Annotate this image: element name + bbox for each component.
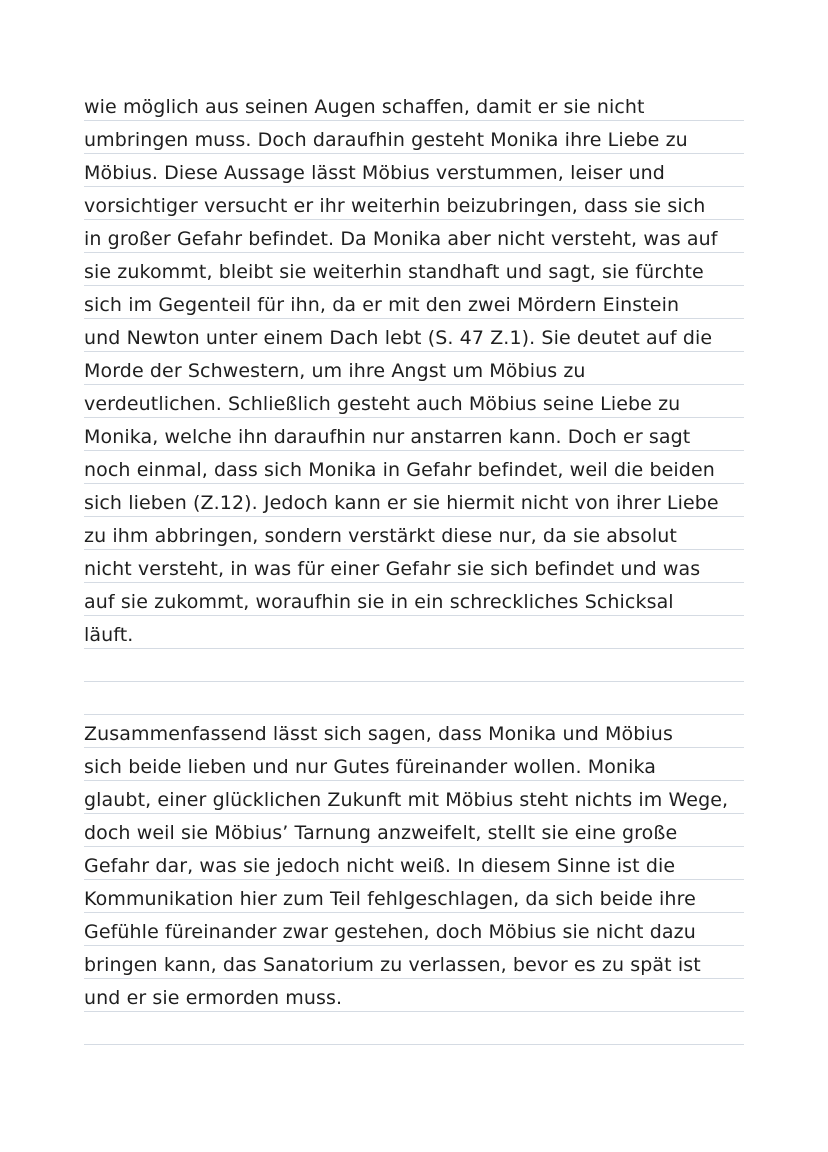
ruled-line [84, 154, 744, 187]
ruled-line [84, 88, 744, 121]
paragraph-2-line: und er sie ermorden muss. [84, 987, 343, 1009]
ruled-line [84, 748, 744, 781]
ruled-line [84, 220, 744, 253]
ruled-line [84, 418, 744, 451]
paragraph-1-line: zu ihm abbringen, sondern verstärkt diese nur, da sie absolut [84, 525, 677, 547]
paragraph-1-line: sie zukommt, bleibt sie weiterhin standhaft und sagt, sie fürchte [84, 261, 704, 283]
paragraph-2-line: Zusammenfassend lässt sich sagen, dass Monika und Möbius [84, 723, 673, 745]
paragraph-1-line: in großer Gefahr befindet. Da Monika aber nicht versteht, was auf [84, 228, 718, 250]
paragraph-1-line: sich lieben (Z.12). Jedoch kann er sie hiermit nicht von ihrer Liebe [84, 492, 719, 514]
ruled-line [84, 550, 744, 583]
ruled-line [84, 253, 744, 286]
ruled-line [84, 583, 744, 616]
paragraph-1-line: umbringen muss. Doch daraufhin gesteht Monika ihre Liebe zu [84, 129, 688, 151]
ruled-text-area [84, 88, 744, 1045]
paragraph-2-line: sich beide lieben und nur Gutes füreinander wollen. Monika [84, 756, 656, 778]
ruled-line [84, 1012, 744, 1045]
paragraph-1-line: sich im Gegenteil für ihn, da er mit den zwei Mördern Einstein [84, 294, 680, 316]
paragraph-1-line: Morde der Schwestern, um ihre Angst um Möbius zu [84, 360, 586, 382]
paragraph-1-line: vorsichtiger versucht er ihr weiterhin beizubringen, dass sie sich [84, 195, 706, 217]
ruled-line [84, 319, 744, 352]
paragraph-2-line: bringen kann, das Sanatorium zu verlassen, bevor es zu spät ist [84, 954, 701, 976]
ruled-line [84, 715, 744, 748]
paragraph-2-line: doch weil sie Möbius’ Tarnung anzweifelt, stellt sie eine große [84, 822, 678, 844]
ruled-line [84, 979, 744, 1012]
ruled-line [84, 121, 744, 154]
paragraph-2-line: glaubt, einer glücklichen Zukunft mit Möbius steht nichts im Wege, [84, 789, 729, 811]
ruled-line [84, 385, 744, 418]
paragraph-2-line: Gefahr dar, was sie jedoch nicht weiß. In diesem Sinne ist die [84, 855, 676, 877]
ruled-line [84, 451, 744, 484]
paragraph-1-line: verdeutlichen. Schließlich gesteht auch Möbius seine Liebe zu [84, 393, 681, 415]
paragraph-1-line: wie möglich aus seinen Augen schaffen, damit er sie nicht [84, 96, 645, 118]
ruled-line [84, 682, 744, 715]
ruled-line [84, 814, 744, 847]
ruled-line [84, 880, 744, 913]
ruled-line [84, 913, 744, 946]
paragraph-1-line: auf sie zukommt, woraufhin sie in ein schreckliches Schicksal [84, 591, 674, 613]
paragraph-1-line: Möbius. Diese Aussage lässt Möbius verstummen, leiser und [84, 162, 665, 184]
paragraph-2-line: Kommunikation hier zum Teil fehlgeschlagen, da sich beide ihre [84, 888, 696, 910]
ruled-line [84, 847, 744, 880]
ruled-line [84, 946, 744, 979]
ruled-line [84, 616, 744, 649]
paragraph-1-line: läuft. [84, 624, 134, 646]
ruled-line [84, 781, 744, 814]
paragraph-1-line: noch einmal, dass sich Monika in Gefahr befindet, weil die beiden [84, 459, 715, 481]
paragraph-2-line: Gefühle füreinander zwar gestehen, doch Möbius sie nicht dazu [84, 921, 696, 943]
ruled-line [84, 286, 744, 319]
ruled-line [84, 517, 744, 550]
paragraph-1-line: Monika, welche ihn daraufhin nur anstarren kann. Doch er sagt [84, 426, 691, 448]
paragraph-1-line: nicht versteht, in was für einer Gefahr sie sich befindet und was [84, 558, 701, 580]
paragraph-1-line: und Newton unter einem Dach lebt (S. 47 Z.1). Sie deutet auf die [84, 327, 713, 349]
ruled-line [84, 187, 744, 220]
ruled-line [84, 649, 744, 682]
ruled-line [84, 484, 744, 517]
ruled-line [84, 352, 744, 385]
